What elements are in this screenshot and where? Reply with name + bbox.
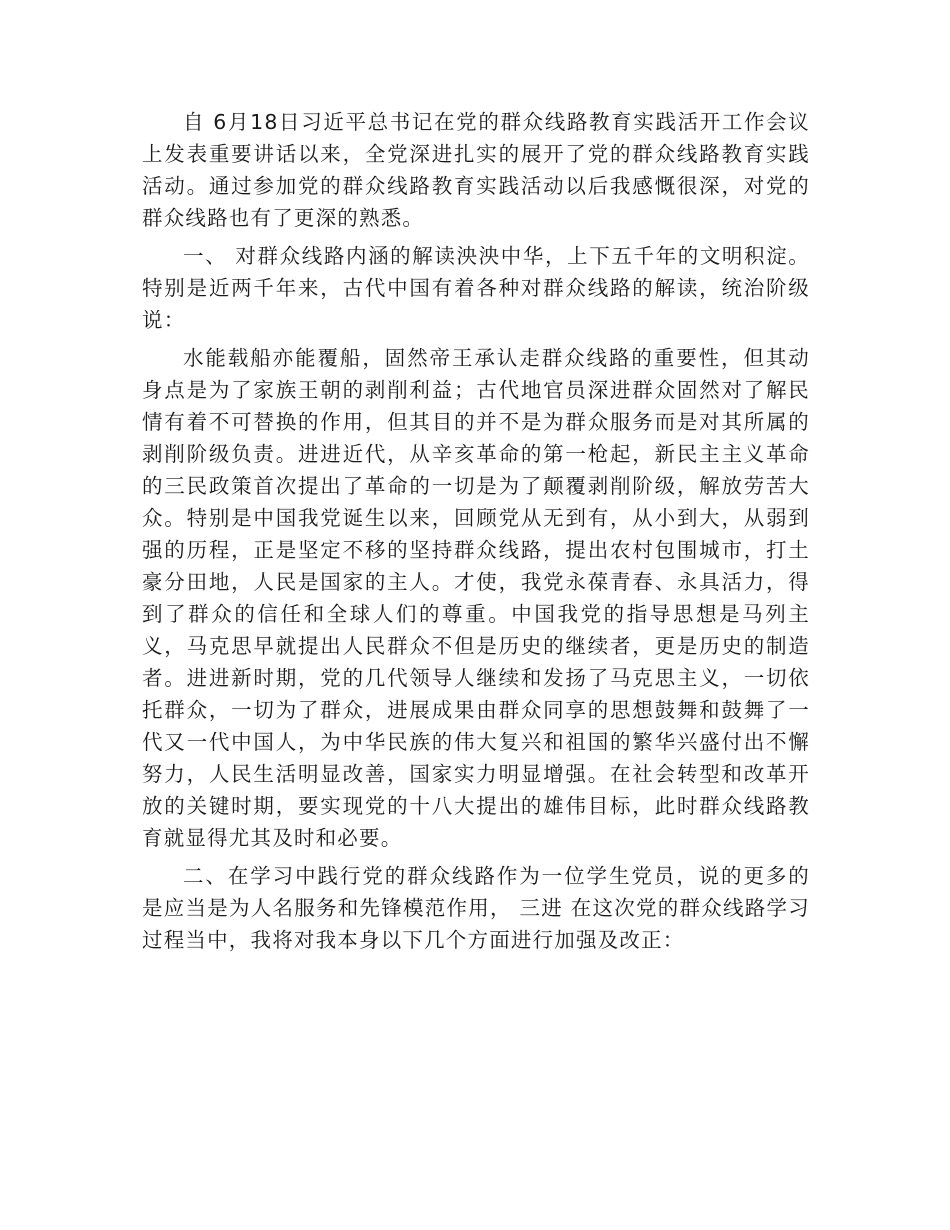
- paragraph-section-one: 一、 对群众线路内涵的解读泱泱中华，上下五千年的文明积淀。特别是近两千年来，古代中国有着各种对群众线路的解读，统治阶级说：: [142, 244, 810, 332]
- paragraph-section-two: 二、在学习中践行党的群众线路作为一位学生党员，说的更多的是应当是为人名服务和先锋模范作用， 三进 在这次党的群众线路学习过程当中，我将对我本身以下几个方面进行加强及改正：: [142, 864, 810, 952]
- paragraph-intro: 自 6月18日习近平总书记在党的群众线路教育实践活开工作会议上发表重要讲话以来，全党深进扎实的展开了党的群众线路教育实践活动。通过参加党的群众线路教育实践活动以后我感慨很深，对党的群众线路也有了更深的熟悉。: [142, 110, 810, 230]
- paragraph-history: 水能载船亦能覆船，固然帝王承认走群众线路的重要性，但其动身点是为了家族王朝的剥削利益；古代地官员深进群众固然对了解民情有着不可替换的作用，但其目的并不是为群众服务而是对其所属的剥削阶级负责。进进近代，从辛亥革命的第一枪起，新民主主义革命的三民政策首次提出了革命的一切是为了颠覆剥削阶级，解放劳苦大众。特别是中国我党诞生以来，回顾党从无到有，从小到大，从弱到强的历程，正是坚定不移的坚持群众线路，提出农村包围城市，打土豪分田地，人民是国家的主人。才使，我党永葆青春、永具活力，得到了群众的信任和全球人们的尊重。中国我党的指导思想是马列主义，马克思早就提出人民群众不但是历史的继续者，更是历史的制造者。进进新时期，党的几代领导人继续和发扬了马克思主义，一切依托群众，一切为了群众，进展成果由群众同享的思想鼓舞和鼓舞了一代又一代中国人，为中华民族的伟大复兴和祖国的繁华兴盛付出不懈努力，人民生活明显改善，国家实力明显增强。在社会转型和改革开放的关键时期，要实现党的十八大提出的雄伟目标，此时群众线路教育就显得尤其及时和必要。: [142, 346, 810, 850]
- document-body: [142, 106, 810, 962]
